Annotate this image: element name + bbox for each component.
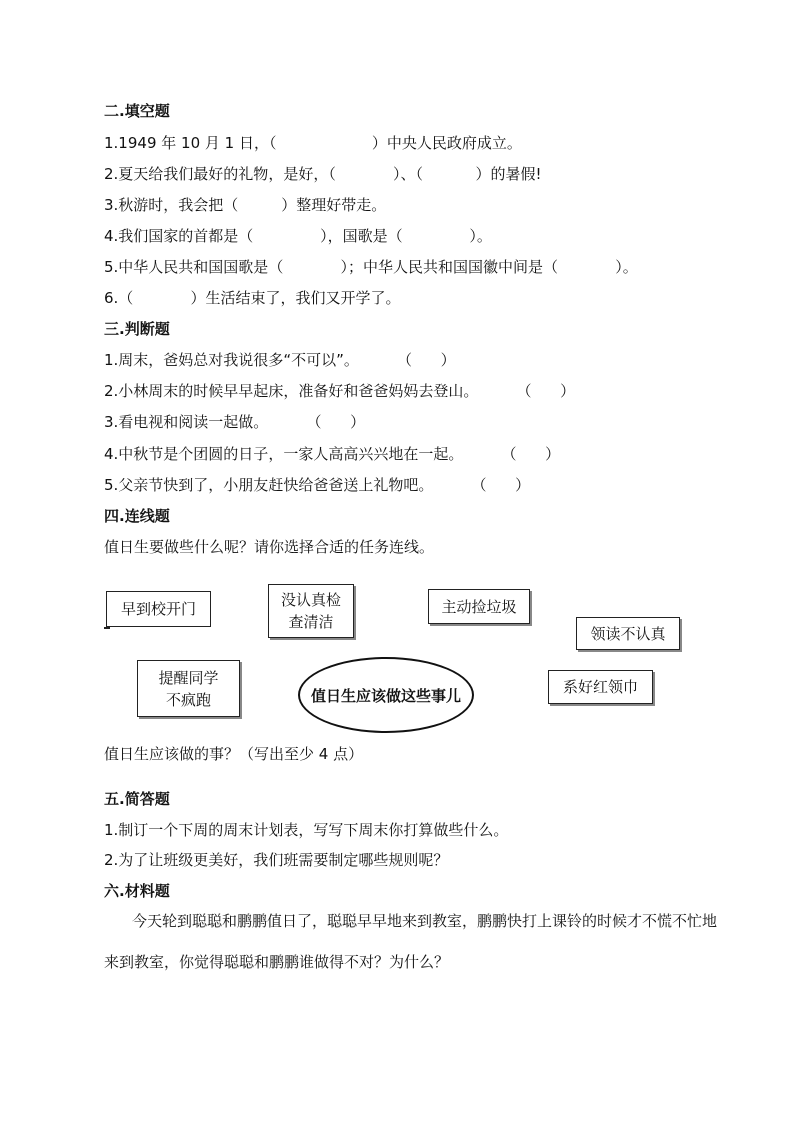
fill-question-5: 5.中华人民共和国国歌是（ ）；中华人民共和国国徽中间是（ ）。: [104, 258, 638, 276]
match-box-early-open[interactable]: 早到校开门: [106, 591, 211, 627]
match-box-red-scarf[interactable]: 系好红领巾: [548, 670, 653, 704]
section-4-title: 四.连线题: [104, 507, 170, 525]
fill-question-2: 2.夏天给我们最好的礼物，是好，（ ）、（ ）的暑假!: [104, 165, 542, 183]
match-box-pick-trash[interactable]: 主动捡垃圾: [428, 589, 530, 624]
fill-question-4: 4.我们国家的首都是（ ），国歌是（ ）。: [104, 227, 492, 245]
judge-question-5: 5.父亲节快到了，小朋友赶快给爸爸送上礼物吧。 （ ）: [104, 476, 531, 494]
matching-intro: 值日生要做些什么呢？请你选择合适的任务连线。: [104, 538, 435, 556]
match-box-check-clean[interactable]: 没认真检 查清洁: [268, 584, 354, 638]
center-oval-duties[interactable]: 值日生应该做这些事儿: [298, 657, 474, 733]
fill-question-6: 6.（ ）生活结束了，我们又开学了。: [104, 289, 401, 307]
section-2-title: 二.填空题: [104, 102, 170, 120]
short-question-2: 2.为了让班级更美好，我们班需要制定哪些规则呢？: [104, 851, 449, 869]
match-box-lead-reading[interactable]: 领读不认真: [576, 617, 680, 650]
match-box-remind-classmates[interactable]: 提醒同学 不疯跑: [137, 660, 240, 717]
short-question-1: 1.制订一个下周的周末计划表，写写下周末你打算做些什么。: [104, 821, 509, 839]
line-stub: [104, 627, 110, 629]
fill-question-3: 3.秋游时，我会把（ ）整理好带走。: [104, 196, 387, 214]
material-paragraph-line-2: 来到教室，你觉得聪聪和鹏鹏谁做得不对？为什么？: [104, 953, 450, 971]
fill-question-1: 1.1949 年 10 月 1 日，（ ）中央人民政府成立。: [104, 134, 522, 152]
section-5-title: 五.简答题: [104, 790, 170, 808]
judge-question-1: 1.周末，爸妈总对我说很多“不可以”。 （ ）: [104, 351, 456, 369]
judge-question-2: 2.小林周末的时候早早起床，准备好和爸爸妈妈去登山。 （ ）: [104, 382, 576, 400]
material-paragraph-line-1: 今天轮到聪聪和鹏鹏值日了，聪聪早早地来到教室，鹏鹏快打上课铃的时候才不慌不忙地: [132, 912, 718, 930]
section-3-title: 三.判断题: [104, 320, 170, 338]
judge-question-3: 3.看电视和阅读一起做。 （ ）: [104, 413, 366, 431]
section-6-title: 六.材料题: [104, 882, 170, 900]
judge-question-4: 4.中秋节是个团圆的日子，一家人高高兴兴地在一起。 （ ）: [104, 445, 561, 463]
matching-prompt: 值日生应该做的事？（写出至少 4 点）: [104, 745, 364, 763]
